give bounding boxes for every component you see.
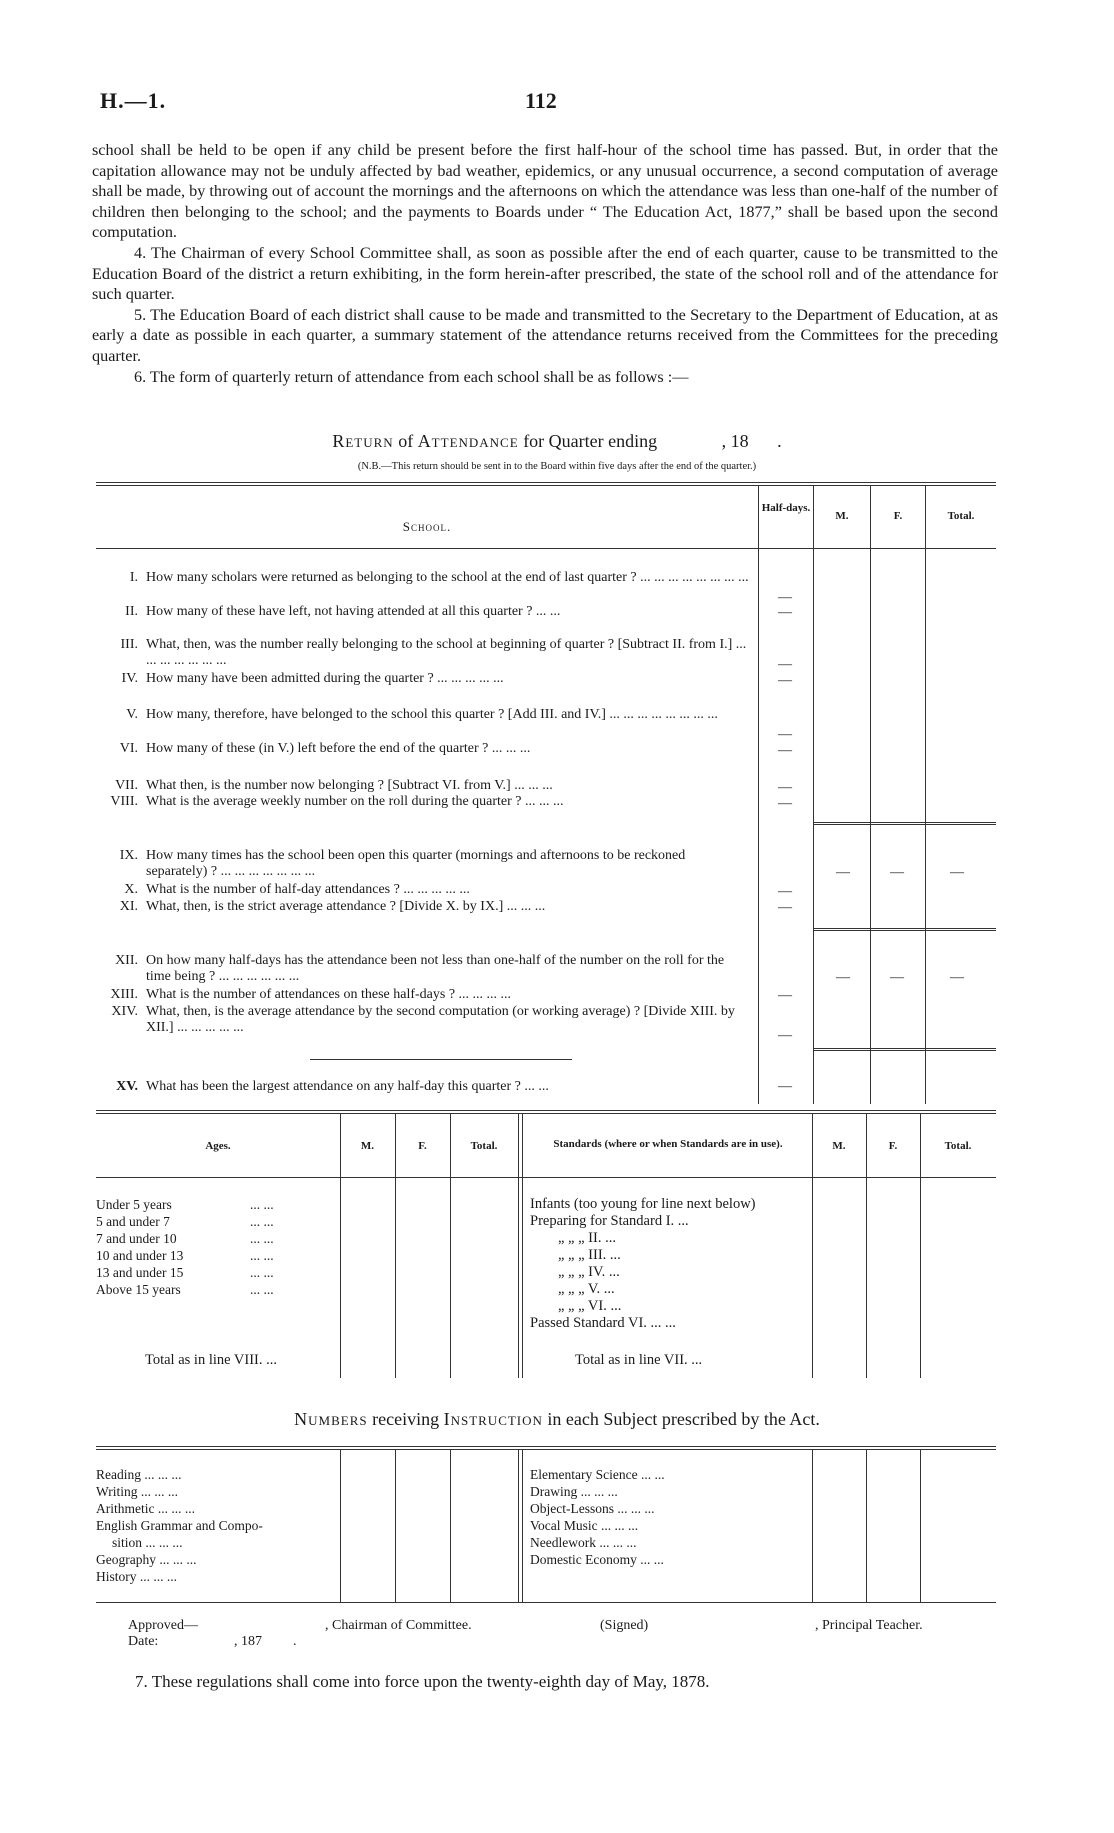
table-col-rule [920, 1114, 921, 1378]
question-number: XIV. [111, 1004, 138, 1019]
return-title-word: for Quarter ending [523, 431, 658, 451]
document-code: H.—1. [100, 88, 167, 113]
age-dots: ... ... [250, 1265, 274, 1280]
table-rule [96, 548, 996, 549]
question-number: XII. [115, 953, 138, 968]
table-rule [96, 1449, 996, 1450]
paragraph: 4. The Chairman of every School Committee shall, as soon as possible after the end of each quarter, cause to be transmitted to the Education Board of the district a return exhibiting, in the form herein-after prescribed, the state of the school roll and of the attendance for such quarter. [92, 243, 998, 304]
return-title [0, 431, 1114, 452]
question-number: IV. [121, 671, 138, 686]
ages-total: Total as in line VIII. ... [145, 1352, 278, 1368]
age-dots: ... ... [250, 1248, 274, 1263]
col-header-m: M. [835, 510, 849, 522]
table-col-rule [395, 1114, 396, 1378]
table-col-rule [518, 1450, 519, 1602]
standard-row: „ „ „ VI. ... [558, 1298, 622, 1314]
col-header-half-days: Half-days. [761, 502, 811, 514]
paragraph: school shall be held to be open if any child be present before the first half-hour of the school time has passed. But, in order that the capitation allowance may not be unduly affected by bad weather, epidemics, or any unusual occurrence, a second computation of average shall be made, by throwing out of account the mornings and the afternoons on which the attendance was less than one-half of the number of children then belonging to the school; and the payments to Boards under “ The Education Act, 1877,” shall be based upon the second computation. [92, 141, 998, 242]
question-text: How many scholars were returned as belonging to the school at the end of last quarter ? ... ... ... ... ... ... ... ... [146, 570, 749, 585]
standards-total: Total as in line VII. ... [575, 1352, 703, 1368]
standard-row: „ „ „ IV. ... [558, 1264, 620, 1280]
standard-row: Passed Standard VI. ... ... [530, 1315, 676, 1331]
dash: — [778, 1028, 792, 1043]
ages-col-total: Total. [470, 1140, 498, 1152]
table-col-rule [518, 1114, 519, 1378]
question-number: XV. [116, 1079, 138, 1094]
subjects-title-word: Numbers [294, 1409, 368, 1429]
dash: — [778, 657, 792, 672]
subject-row: Arithmetic ... ... ... [96, 1501, 195, 1516]
ages-col-f: F. [418, 1140, 427, 1152]
subject-row: Vocal Music ... ... ... [530, 1518, 639, 1533]
dash: — [778, 743, 792, 758]
table-rule [96, 485, 996, 486]
question-number: XI. [119, 899, 138, 914]
question-text: What, then, is the average attendance by the second computation (or working average) ? [Divide XIII. by XII.] ... ... ... ... ... [146, 1004, 735, 1035]
short-rule [310, 1059, 572, 1060]
question-text: What has been the largest attendance on any half-day this quarter ? ... ... [146, 1079, 549, 1094]
question-number: VI. [119, 741, 138, 756]
table-col-rule [758, 486, 759, 1104]
question-text: What is the number of half-day attendances ? ... ... ... ... ... [146, 882, 470, 897]
question-number: I. [129, 570, 138, 585]
table-col-rule [812, 1114, 813, 1378]
subject-row: Reading ... ... ... [96, 1467, 182, 1482]
question-text: How many have been admitted during the quarter ? ... ... ... ... ... [146, 671, 504, 686]
question-text: What then, is the number now belonging ? [Subtract VI. from V.] ... ... ... [146, 778, 553, 793]
table-col-rule [340, 1114, 341, 1378]
dash: — [778, 988, 792, 1003]
question-number: VIII. [110, 794, 138, 809]
question-text: How many of these have left, not having attended at all this quarter ? ... ... [146, 604, 561, 619]
col-header-total: Total. [947, 510, 975, 522]
table-rule [813, 1048, 996, 1051]
question-number: X. [124, 882, 138, 897]
table-col-rule [522, 1114, 523, 1378]
col-header-school: School. [402, 519, 452, 534]
body-text [92, 140, 998, 387]
question-number: III. [120, 637, 138, 652]
question-text: What is the number of attendances on these half-days ? ... ... ... ... [146, 987, 512, 1002]
question-text: What, then, is the strict average attendance ? [Divide X. by IX.] ... ... ... [146, 899, 546, 914]
teacher-label: , Principal Teacher. [815, 1618, 923, 1633]
question-number: XIII. [110, 987, 138, 1002]
question-text: How many, therefore, have belonged to the school this quarter ? [Add III. and IV.] ... ... ... ... ... ... ... ... [146, 707, 718, 722]
ages-header: Ages. [205, 1140, 231, 1152]
ages-col-m: M. [360, 1140, 375, 1152]
table-rule [96, 482, 996, 483]
date-end: . [293, 1634, 297, 1649]
subject-row: sition ... ... ... [112, 1535, 183, 1550]
dash: — [836, 865, 850, 880]
age-dots: ... ... [250, 1282, 274, 1297]
table-rule [96, 1177, 996, 1178]
question-text: On how many half-days has the attendance been not less than one-half of the number on the roll for the time being ? ... ... ... ... ... ... [146, 953, 725, 984]
approved-label: Approved— [128, 1618, 198, 1633]
question-text: How many times has the school been open this quarter (mornings and afternoons to be reckoned separately) ? ... ... ... ... ... ... ... [146, 848, 686, 879]
question-number: V. [126, 707, 138, 722]
table-col-rule [450, 1114, 451, 1378]
age-dots: ... ... [250, 1214, 274, 1229]
subject-row: Geography ... ... ... [96, 1552, 197, 1567]
subject-row: Writing ... ... ... [96, 1484, 178, 1499]
dash: — [890, 865, 904, 880]
paragraph: 5. The Education Board of each district shall cause to be made and transmitted to the Secretary to the Department of Education, at as early a date as possible in each quarter, a summary statement of the attendance returns received from the Committees for the preceding quarter. [92, 305, 998, 365]
question-number: IX. [119, 848, 138, 863]
col-header-f: F. [893, 510, 903, 522]
standards-col-total: Total. [944, 1140, 972, 1152]
subject-row: English Grammar and Compo- [96, 1518, 263, 1533]
return-title-word: Return [332, 431, 394, 451]
age-row: Above 15 years [96, 1282, 181, 1297]
page-number: 112 [525, 88, 557, 113]
dash: — [778, 796, 792, 811]
table-rule [813, 928, 996, 931]
subject-row: Object-Lessons ... ... ... [530, 1501, 655, 1516]
table-rule [96, 1602, 996, 1603]
table-rule [96, 1113, 996, 1114]
dash: — [950, 970, 964, 985]
age-dots: ... ... [250, 1197, 274, 1212]
return-note: (N.B.—This return should be sent in to the Board within five days after the end of the quarter.) [357, 461, 757, 472]
table-col-rule [866, 1450, 867, 1602]
standard-row: Infants (too young for line next below) [530, 1196, 756, 1212]
subject-row: Elementary Science ... ... [530, 1467, 665, 1482]
standards-col-m: M. [832, 1140, 846, 1152]
table-col-rule [870, 486, 871, 1104]
dash: — [778, 605, 792, 620]
subject-row: Drawing ... ... ... [530, 1484, 618, 1499]
table-rule [96, 1446, 996, 1447]
age-dots: ... ... [250, 1231, 274, 1246]
date-label: Date: [128, 1634, 159, 1649]
standards-col-f: F. [888, 1140, 898, 1152]
age-row: 10 and under 13 [96, 1248, 184, 1263]
signed-label: (Signed) [600, 1618, 649, 1633]
question-number: II. [125, 604, 138, 619]
chairman-label: , Chairman of Committee. [325, 1618, 472, 1633]
subjects-title-word: receiving [372, 1409, 440, 1429]
question-text: What is the average weekly number on the roll during the quarter ? ... ... ... [146, 794, 564, 809]
table-col-rule [340, 1450, 341, 1602]
paragraph: 6. The form of quarterly return of attendance from each school shall be as follows :— [134, 367, 689, 386]
question-text: What, then, was the number really belonging to the school at beginning of quarter ? [Subtract II. from I.] ... ... ... ... ... ... ... [146, 637, 747, 668]
return-title-end: . [777, 431, 782, 451]
table-col-rule [395, 1450, 396, 1602]
dash: — [778, 727, 792, 742]
table-col-rule [925, 486, 926, 1104]
table-col-rule [522, 1450, 523, 1602]
subject-row: History ... ... ... [96, 1569, 177, 1584]
dash: — [778, 780, 792, 795]
age-row: 5 and under 7 [96, 1214, 170, 1229]
question-text: How many of these (in V.) left before the end of the quarter ? ... ... ... [146, 741, 531, 756]
standard-row: „ „ „ III. ... [558, 1247, 621, 1263]
standard-row: „ „ „ II. ... [558, 1230, 616, 1246]
dash: — [836, 970, 850, 985]
subject-row: Needlework ... ... ... [530, 1535, 637, 1550]
dash: — [778, 884, 792, 899]
standard-row: Preparing for Standard I. ... [530, 1213, 689, 1229]
table-rule [813, 822, 996, 825]
dash: — [778, 673, 792, 688]
table-col-rule [812, 1450, 813, 1602]
dash: — [890, 970, 904, 985]
date-year: , 187 [234, 1634, 262, 1649]
dash: — [778, 900, 792, 915]
age-row: 13 and under 15 [96, 1265, 184, 1280]
standards-header: Standards (where or when Standards are in use). [553, 1138, 783, 1150]
subject-row: Domestic Economy ... ... [530, 1552, 664, 1567]
table-col-rule [450, 1450, 451, 1602]
subjects-title-word: in each Subject prescribed by the Act. [547, 1409, 820, 1429]
question-number: VII. [115, 778, 138, 793]
return-title-word: of [398, 431, 414, 451]
table-col-rule [866, 1114, 867, 1378]
table-col-rule [813, 486, 814, 1104]
table-col-rule [920, 1450, 921, 1602]
return-title-word: Attendance [417, 431, 519, 451]
dash: — [778, 1079, 792, 1094]
age-row: 7 and under 10 [96, 1231, 177, 1246]
subjects-title [0, 1409, 1114, 1430]
standard-row: „ „ „ V. ... [558, 1281, 615, 1297]
table-rule [96, 1110, 996, 1111]
age-row: Under 5 years [96, 1197, 172, 1212]
dash: — [950, 865, 964, 880]
return-title-year: , 18 [721, 431, 749, 451]
final-paragraph: 7. These regulations shall come into force upon the twenty-eighth day of May, 1878. [135, 1672, 710, 1691]
dash: — [778, 590, 792, 605]
subjects-title-word: Instruction [443, 1409, 543, 1429]
